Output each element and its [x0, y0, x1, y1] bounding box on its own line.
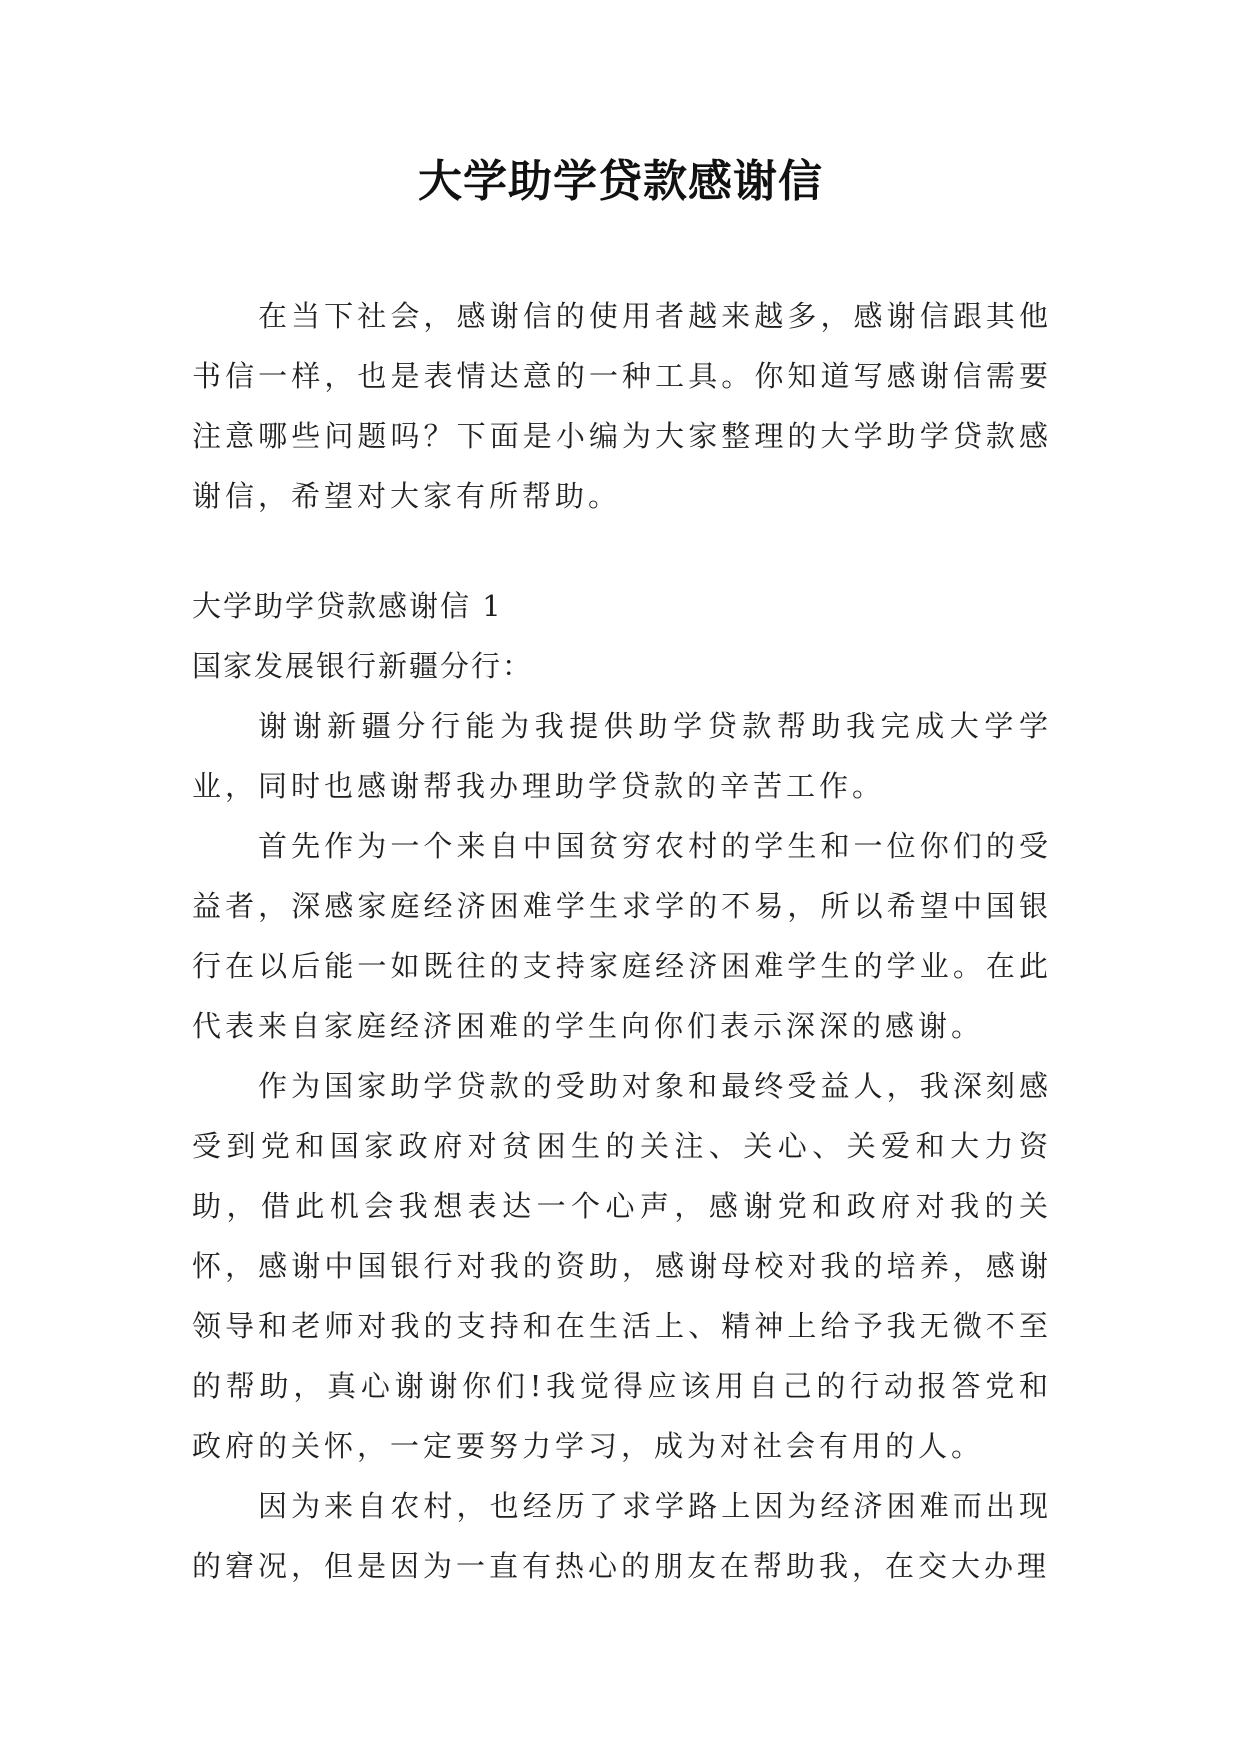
document-body [192, 286, 1052, 1596]
body-paragraph: 因为来自农村，也经历了求学路上因为经济困难而出现的窘况，但是因为一直有热心的朋友在帮助我，在交大办理 [192, 1489, 1052, 1583]
body-paragraph: 作为国家助学贷款的受助对象和最终受益人，我深刻感受到党和国家政府对贫困生的关注、关心、关爱和大力资助，借此机会我想表达一个心声，感谢党和政府对我的关怀，感谢中国银行对我的资助，感谢母校对我的培养，感谢领导和老师对我的支持和在生活上、精神上给予我无微不至的帮助，真心谢谢你们!我觉得应该用自己的行动报答党和政府的关怀，一定要努力学习，成为对社会有用的人。 [192, 1069, 1052, 1463]
intro-paragraph: 在当下社会，感谢信的使用者越来越多，感谢信跟其他书信一样，也是表情达意的一种工具。你知道写感谢信需要注意哪些问题吗？下面是小编为大家整理的大学助学贷款感谢信，希望对大家有所帮助。 [192, 299, 1052, 513]
body-paragraph: 首先作为一个来自中国贫穷农村的学生和一位你们的受益者，深感家庭经济困难学生求学的不易，所以希望中国银行在以后能一如既往的支持家庭经济困难学生的学业。在此代表来自家庭经济困难的学生向你们表示深深的感谢。 [192, 829, 1052, 1043]
letter-heading: 大学助学贷款感谢信 1 [192, 589, 503, 623]
body-paragraph: 谢谢新疆分行能为我提供助学贷款帮助我完成大学学业，同时也感谢帮我办理助学贷款的辛苦工作。 [192, 709, 1052, 803]
letter-salutation: 国家发展银行新疆分行： [192, 649, 534, 683]
document-title: 大学助学贷款感谢信 [418, 156, 823, 207]
